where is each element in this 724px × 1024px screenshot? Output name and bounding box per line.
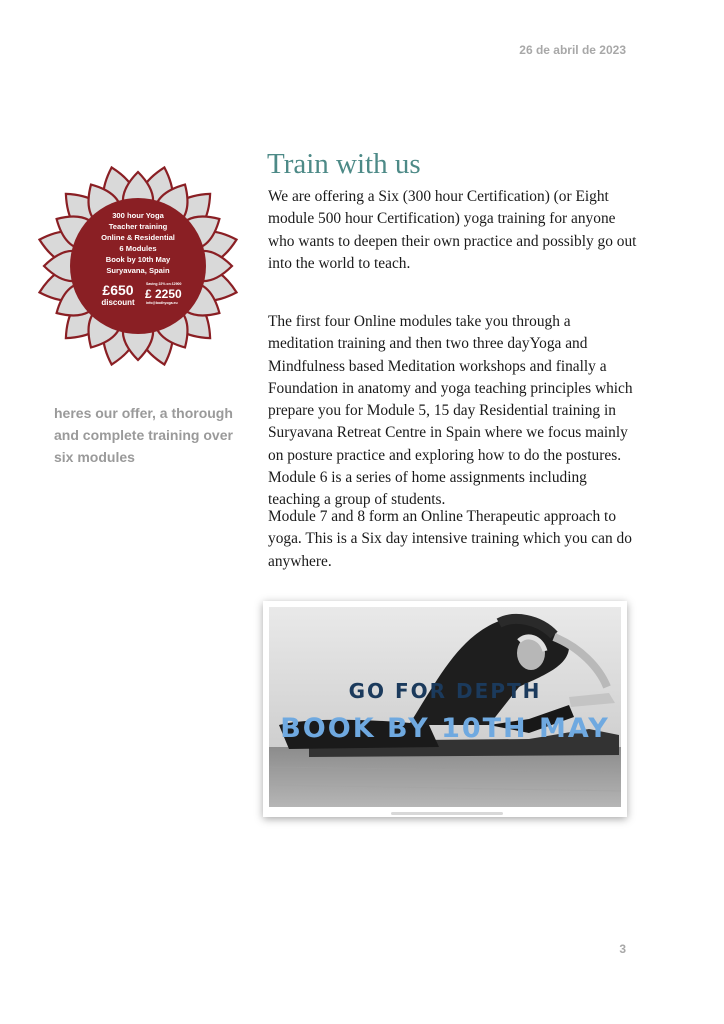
page-title: Train with us	[267, 148, 421, 180]
sidebar-quote: heres our offer, a thorough and complete training over six modules	[54, 405, 233, 465]
yoga-pose-image	[269, 607, 621, 807]
badge-line-2: Teacher training	[108, 222, 168, 231]
badge-price: £ 2250	[145, 287, 182, 301]
paragraph-2: The first four Online modules take you through a meditation training and then two three dayYoga and Mindfulness based Meditation workshops and finally a Foundation in anatomy and yoga teaching principles which prepare you for Module 5, 15 day Residential training in Suryavana Retreat Centre in Spain where we focus mainly on posture practice and exploring how to do the postures. Module 6 is a series of home assignments including teaching a group of students.	[268, 313, 633, 509]
badge-line-4: 6 Modules	[119, 244, 157, 253]
badge-line-3: Online & Residential	[101, 233, 175, 242]
photo-overlay-heading: GO FOR DEPTH	[348, 679, 542, 703]
badge-line-1: 300 hour Yoga	[112, 211, 164, 220]
badge-line-5: Book by 10th May	[105, 255, 171, 264]
photo-overlay-cta: BOOK BY 10TH MAY	[280, 713, 610, 744]
discount-amount: £650	[102, 282, 134, 298]
promo-photo	[263, 601, 627, 817]
saving-note: Saving 22% on £2900	[146, 282, 182, 286]
paragraph-3: Module 7 and 8 form an Online Therapeutic approach to yoga. This is a Six day intensive training which you can do anywhere.	[268, 508, 632, 570]
photo-frame	[269, 607, 621, 807]
page-date: 26 de abril de 2023	[519, 43, 626, 57]
badge-line-6: Suryavana, Spain	[106, 266, 170, 275]
paragraph-1: We are offering a Six (300 hour Certification) (or Eight module 500 hour Certification) yoga training for anyone who wants to deepen their own practice and possibly go out into the world to teach.	[268, 188, 637, 272]
therapeutic-paragraph	[268, 506, 640, 573]
lotus-badge	[22, 158, 254, 378]
modules-paragraph	[268, 311, 640, 512]
badge-email: info@bodhyoga.eu	[146, 301, 178, 305]
intro-paragraph	[268, 186, 640, 275]
page-number: 3	[619, 942, 626, 956]
discount-label: discount	[101, 298, 135, 307]
photo-scrollbar[interactable]	[391, 812, 503, 815]
